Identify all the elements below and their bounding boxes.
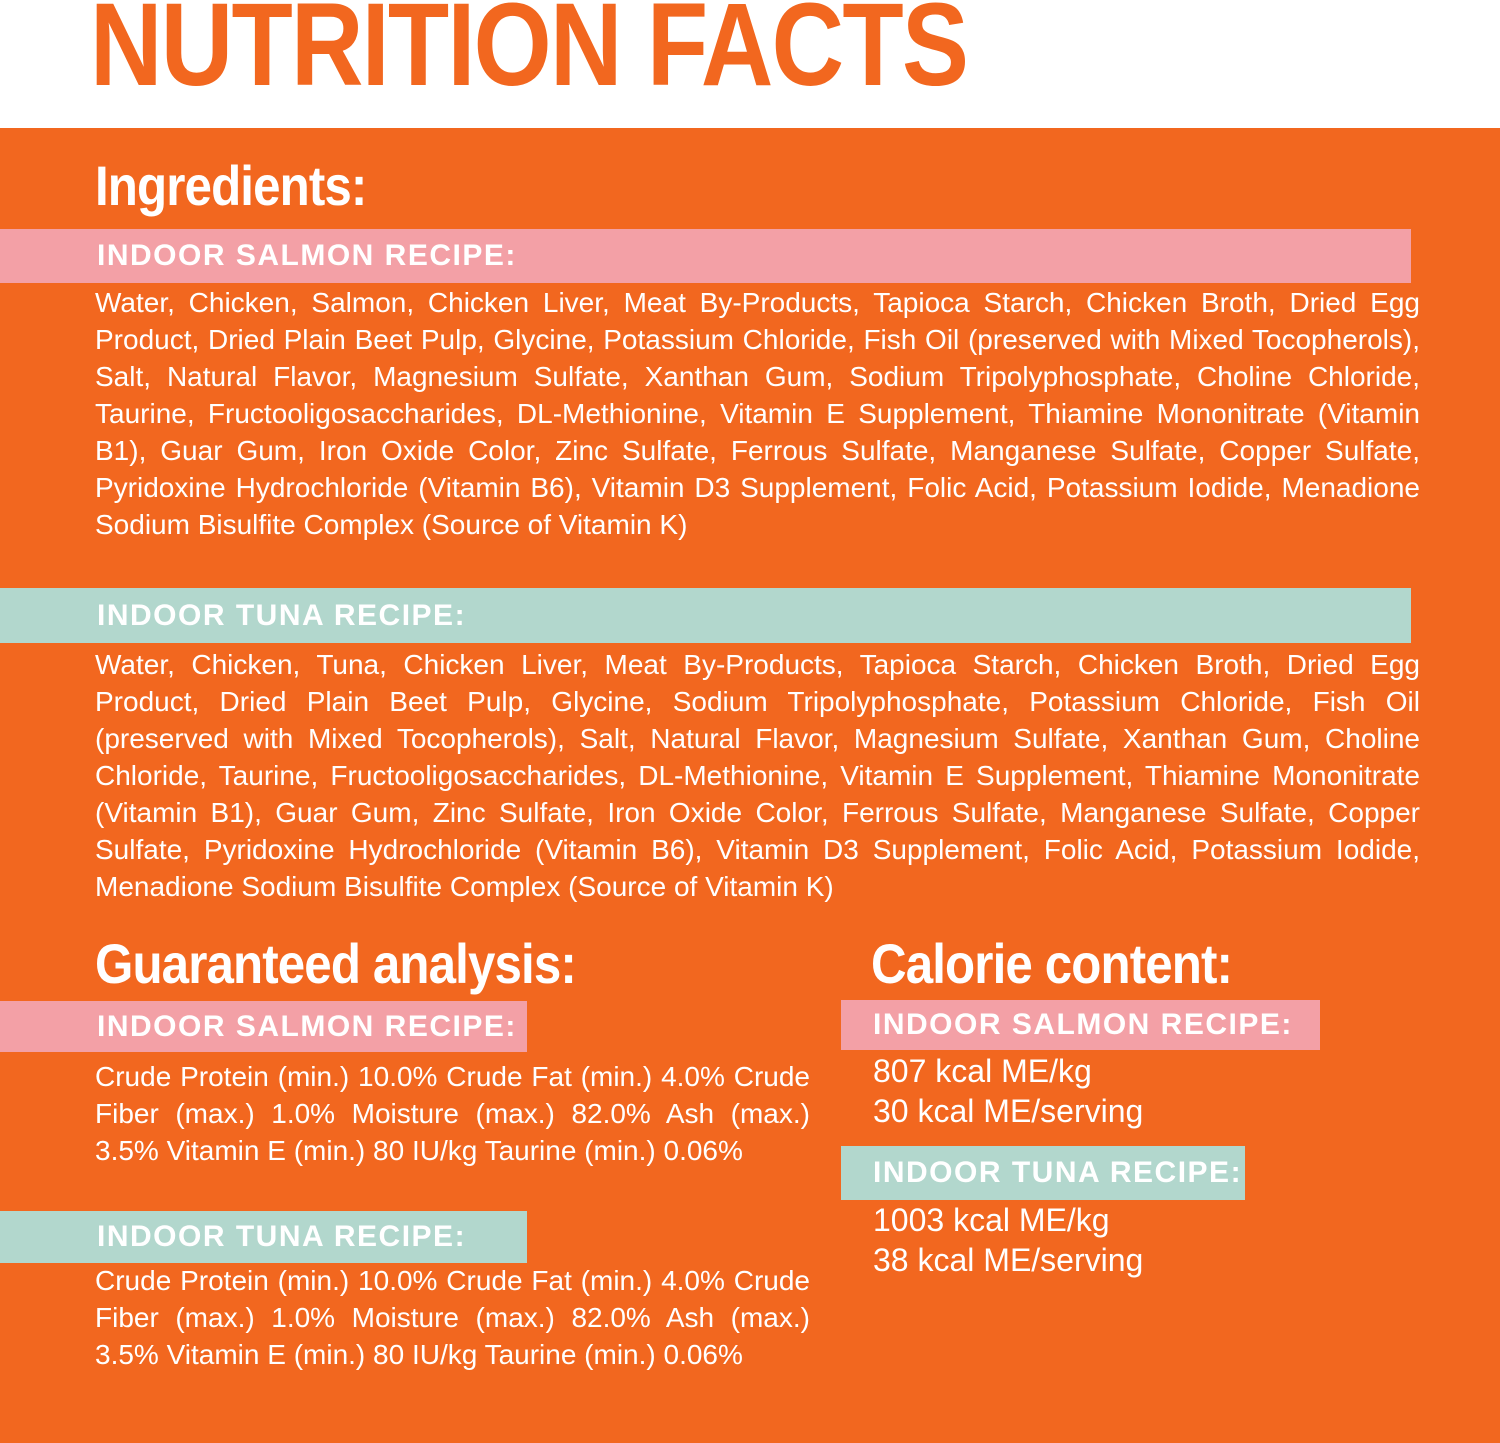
page-title: NUTRITION FACTS	[90, 0, 968, 111]
calorie-tuna-banner-label: INDOOR TUNA RECIPE:	[873, 1156, 1243, 1189]
guaranteed-analysis-heading: Guaranteed analysis:	[95, 932, 576, 995]
calorie-salmon-banner-label: INDOOR SALMON RECIPE:	[873, 1008, 1293, 1041]
calorie-tuna-kcal-per-kg: 1003 kcal ME/kg	[873, 1202, 1110, 1238]
analysis-tuna-banner-label: INDOOR TUNA RECIPE:	[97, 1220, 467, 1253]
calorie-content-heading: Calorie content:	[871, 932, 1233, 995]
calorie-tuna-banner	[841, 1146, 1245, 1200]
calorie-salmon-kcal-per-kg: 807 kcal ME/kg	[873, 1053, 1092, 1089]
ingredients-salmon-banner-label: INDOOR SALMON RECIPE:	[97, 239, 517, 272]
ingredients-salmon-text: Water, Chicken, Salmon, Chicken Liver, Meat By-Products, Tapioca Starch, Chicken Broth, Dried Egg Product, Dried Plain Beet Pulp, Glycine, Potassium Chloride, Fish Oil (preserved with Mixed Tocopherols), Salt, Natural Flavor, Magnesium Sulfate, Xanthan Gum, Sodium Tripolyphosphate, Choline Chloride, Taurine, Fructooligosaccharides, DL-Methionine, Vitamin E Supplement, Thiamine Mononitrate (Vitamin B1), Guar Gum, Iron Oxide Color, Zinc Sulfate, Ferrous Sulfate, Manganese Sulfate, Copper Sulfate, Pyridoxine Hydrochloride (Vitamin B6), Vitamin D3 Supplement, Folic Acid, Potassium Iodide, Menadione Sodium Bisulfite Complex (Source of Vitamin K)	[95, 287, 1420, 540]
ingredients-salmon-banner	[0, 229, 1411, 283]
calorie-tuna-kcal-per-serving: 38 kcal ME/serving	[873, 1242, 1144, 1278]
analysis-salmon-banner	[0, 1001, 527, 1052]
analysis-tuna-text: Crude Protein (min.) 10.0% Crude Fat (min.) 4.0% Crude Fiber (max.) 1.0% Moisture (max.) 82.0% Ash (max.) 3.5% Vitamin E (min.) 80 IU/kg Taurine (min.) 0.06%	[95, 1265, 810, 1370]
ingredients-heading: Ingredients:	[95, 154, 367, 217]
ingredients-tuna-banner-label: INDOOR TUNA RECIPE:	[97, 598, 467, 632]
calorie-salmon-banner	[841, 1000, 1320, 1050]
analysis-salmon-text: Crude Protein (min.) 10.0% Crude Fat (min.) 4.0% Crude Fiber (max.) 1.0% Moisture (max.) 82.0% Ash (max.) 3.5% Vitamin E (min.) 80 IU/kg Taurine (min.) 0.06%	[95, 1061, 810, 1166]
calorie-salmon-kcal-per-serving: 30 kcal ME/serving	[873, 1093, 1144, 1129]
analysis-salmon-banner-label: INDOOR SALMON RECIPE:	[97, 1009, 517, 1043]
ingredients-tuna-text: Water, Chicken, Tuna, Chicken Liver, Meat By-Products, Tapioca Starch, Chicken Broth, Dried Egg Product, Dried Plain Beet Pulp, Glycine, Sodium Tripolyphosphate, Potassium Chloride, Fish Oil (preserved with Mixed Tocopherols), Salt, Natural Flavor, Magnesium Sulfate, Xanthan Gum, Choline Chloride, Taurine, Fructooligosaccharides, DL-Methionine, Vitamin E Supplement, Thiamine Mononitrate (Vitamin B1), Guar Gum, Zinc Sulfate, Iron Oxide Color, Ferrous Sulfate, Manganese Sulfate, Copper Sulfate, Pyridoxine Hydrochloride (Vitamin B6), Vitamin D3 Supplement, Folic Acid, Potassium Iodide, Menadione Sodium Bisulfite Complex (Source of Vitamin K)	[95, 649, 1420, 902]
ingredients-tuna-banner	[0, 588, 1411, 643]
analysis-tuna-banner	[0, 1211, 527, 1263]
